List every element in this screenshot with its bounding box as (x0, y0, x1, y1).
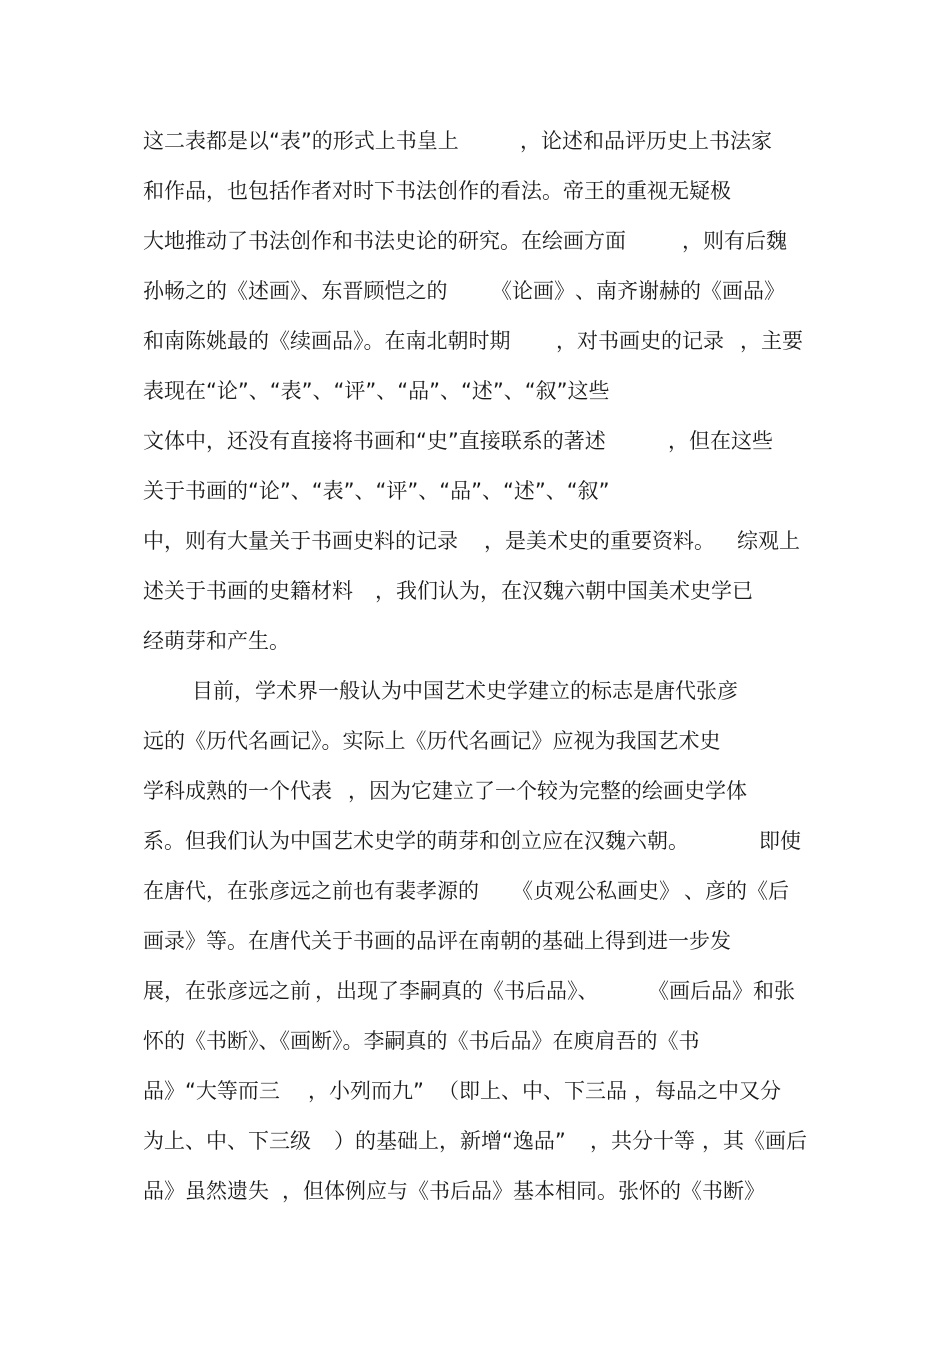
text-segment: 经萌芽和产生。 (143, 629, 290, 653)
text-segment: ，但体例应与《书后品》基本相同。张怀的《书断》 (282, 1179, 765, 1203)
text-segment: 为上、中、下三级 (143, 1129, 311, 1153)
text-segment: ，其《画后 (702, 1129, 807, 1153)
text-line (0, 373, 610, 409)
text-segment: 品》“大等而三 (143, 1079, 280, 1103)
text-line (0, 423, 773, 459)
text-segment: 目前，学术界一般认为中国艺术史学建立的标志是唐代张彦 (192, 679, 738, 703)
text-segment: 述关于书画的史籍材料 (143, 579, 353, 603)
text-segment: ，则有后魏 (682, 229, 787, 253)
text-line (0, 873, 789, 909)
text-segment: ，出现了李嗣真的《书后品》、 (315, 979, 599, 1003)
text-segment: 画录》等。在唐代关于书画的品评在南朝的基础上得到进一步发 (143, 929, 731, 953)
text-segment: 文体中，还没有直接将书画和“史”直接联系的著述 (143, 429, 606, 453)
text-segment: ，但在这些 (668, 429, 773, 453)
text-segment: ，小列而九” (308, 1079, 424, 1103)
text-segment: 、南齐谢赫的《画品》 (575, 279, 785, 303)
text-segment: 关于书画的“论”、“表”、“评”、“品”、“述”、“叙” (143, 479, 610, 503)
text-segment: ，对书画史的记录 (556, 329, 724, 353)
text-segment: 综观上 (737, 529, 800, 553)
text-segment: 学科成熟的一个代表 (143, 779, 332, 803)
text-segment: 《画后品》和张 (648, 979, 795, 1003)
text-segment: ，是美术史的重要资料。 (484, 529, 715, 553)
text-line (0, 973, 795, 1009)
text-line (0, 1023, 700, 1059)
text-segment: 这二表都是以“表”的形式上书皇上 (143, 129, 459, 153)
text-segment: 在唐代，在张彦远之前也有裴孝源的 (143, 879, 479, 903)
text-segment: ，主要 (740, 329, 803, 353)
text-segment: 远的《历代名画记》。实际上《历代名画记》应视为我国艺术史 (143, 729, 721, 753)
text-line (0, 573, 753, 609)
text-line (0, 923, 731, 959)
text-segment: 大地推动了书法创作和书法史论的研究。在绘画方面 (143, 229, 626, 253)
text-segment: （即上、中、下三品 (438, 1079, 627, 1103)
text-line (0, 223, 787, 259)
text-segment: ，我们认为，在汉魏六朝中国美术史学已 (375, 579, 753, 603)
text-segment: 表现在“论”、“表”、“评”、“品”、“述”、“叙”这些 (143, 379, 610, 403)
text-line (0, 823, 801, 859)
text-line (0, 323, 803, 359)
text-segment: 中，则有大量关于书画史料的记录 (143, 529, 458, 553)
text-line (0, 123, 772, 159)
text-segment: ）的基础上，新增“逸品” (334, 1129, 566, 1153)
text-line (0, 623, 290, 659)
text-segment: 展，在张彦远之前 (143, 979, 311, 1003)
text-segment: 、彦的《后 (684, 879, 789, 903)
text-segment: 系。但我们认为中国艺术史学的萌芽和创立应在汉魏六朝。 (143, 829, 689, 853)
text-segment: 和作品，也包括作者对时下书法创作的看法。帝王的重视无疑极 (143, 179, 731, 203)
text-line (0, 173, 731, 209)
text-segment: 即使 (759, 829, 801, 853)
text-segment: 《论画》 (491, 279, 575, 303)
text-line (0, 523, 800, 559)
text-line (0, 1123, 807, 1159)
text-line (0, 673, 738, 709)
text-segment: 《贞观公私画史》 (512, 879, 680, 903)
text-line (0, 473, 610, 509)
text-segment: 怀的《书断》、《画断》。李嗣真的《书后品》在庾肩吾的《书 (143, 1029, 700, 1053)
text-line (0, 1073, 781, 1109)
text-line (0, 1173, 765, 1209)
text-segment: 孙畅之的《述画》、东晋顾恺之的 (143, 279, 448, 303)
text-segment: ，因为它建立了一个较为完整的绘画史学体 (348, 779, 747, 803)
text-line (0, 273, 785, 309)
text-segment: 品》虽然遗失 (143, 1179, 269, 1203)
text-line (0, 723, 721, 759)
text-segment: 和南陈姚最的《续画品》。在南北朝时期 (143, 329, 511, 353)
text-line (0, 773, 747, 809)
text-segment: ，共分十等 (590, 1129, 695, 1153)
text-segment: ，论述和品评历史上书法家 (520, 129, 772, 153)
text-segment: ，每品之中又分 (634, 1079, 781, 1103)
